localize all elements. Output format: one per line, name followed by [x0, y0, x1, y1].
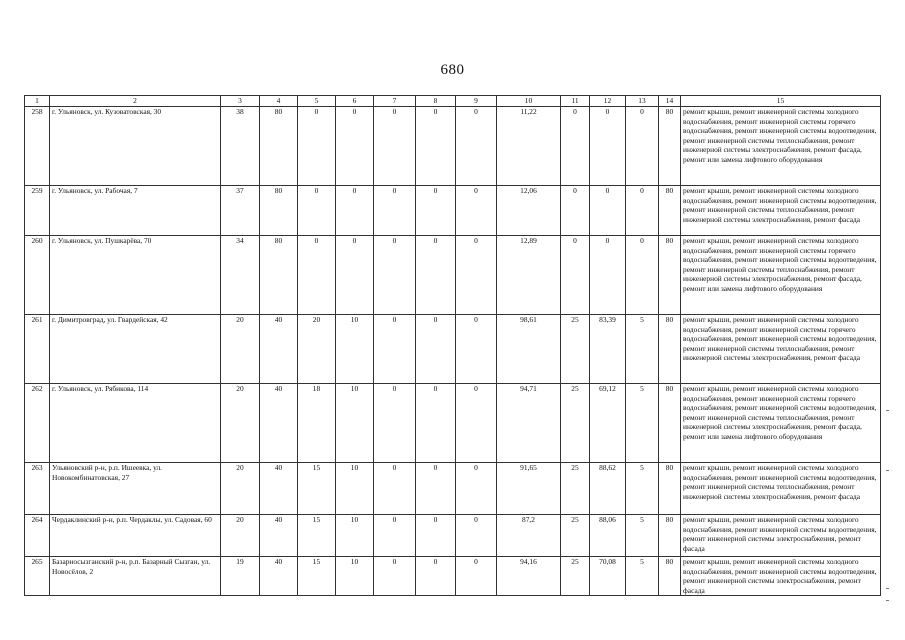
value-cell: 5 [626, 384, 659, 463]
column-header: 10 [497, 96, 561, 107]
works-list-cell: ремонт крыши, ремонт инженерной системы холодного водоснабжения, ремонт инженерной системы водоотведения, ремонт инженерной системы электроснабжения, ремонт фасада [681, 515, 881, 557]
value-cell: 0 [456, 463, 497, 515]
value-cell: 0 [456, 384, 497, 463]
value-cell: 0 [374, 557, 416, 596]
table-row [25, 236, 881, 315]
value-cell: 19 [221, 557, 260, 596]
works-list-cell: ремонт крыши, ремонт инженерной системы холодного водоснабжения, ремонт инженерной системы горячего водоснабжения, ремонт инженерной системы водоотведения, ремонт инженерной системы теплоснабжения, ремонт инженерной системы электроснабжения, ремонт фасада [681, 315, 881, 384]
table-row [25, 557, 881, 596]
value-cell: 80 [260, 107, 298, 186]
value-cell: 80 [659, 384, 681, 463]
value-cell: 5 [626, 515, 659, 557]
column-header: 3 [221, 96, 260, 107]
value-cell: 0 [416, 384, 456, 463]
value-cell: 80 [659, 236, 681, 315]
value-cell: 80 [260, 186, 298, 236]
address-cell: г. Ульяновск, ул. Рабочая, 7 [50, 186, 221, 236]
table-row [25, 315, 881, 384]
value-cell: 94,16 [497, 557, 561, 596]
value-cell: 0 [298, 236, 336, 315]
column-header: 11 [561, 96, 590, 107]
value-cell: 0 [416, 515, 456, 557]
column-header: 7 [374, 96, 416, 107]
value-cell: 94,71 [497, 384, 561, 463]
capital-repair-table [24, 95, 881, 596]
column-header: 14 [659, 96, 681, 107]
margin-mark [886, 600, 889, 601]
header-row [25, 96, 881, 107]
value-cell: 80 [260, 236, 298, 315]
value-cell: 10 [336, 515, 374, 557]
value-cell: 40 [260, 557, 298, 596]
value-cell: 0 [456, 236, 497, 315]
value-cell: 83,39 [590, 315, 626, 384]
value-cell: 5 [626, 315, 659, 384]
value-cell: 20 [221, 463, 260, 515]
column-header: 9 [456, 96, 497, 107]
value-cell: 69,12 [590, 384, 626, 463]
row-number-cell: 264 [25, 515, 50, 557]
column-header: 6 [336, 96, 374, 107]
value-cell: 0 [336, 236, 374, 315]
value-cell: 18 [298, 384, 336, 463]
works-list-cell: ремонт крыши, ремонт инженерной системы холодного водоснабжения, ремонт инженерной системы водоотведения, ремонт инженерной системы теплоснабжения, ремонт инженерной системы электроснабжения, ремонт фасада [681, 463, 881, 515]
value-cell: 0 [374, 107, 416, 186]
address-cell: г. Ульяновск, ул. Рябикова, 114 [50, 384, 221, 463]
value-cell: 80 [659, 186, 681, 236]
column-header: 13 [626, 96, 659, 107]
value-cell: 25 [561, 384, 590, 463]
value-cell: 0 [374, 186, 416, 236]
column-header: 8 [416, 96, 456, 107]
value-cell: 0 [416, 107, 456, 186]
table-row [25, 463, 881, 515]
row-number-cell: 262 [25, 384, 50, 463]
value-cell: 0 [626, 186, 659, 236]
value-cell: 25 [561, 515, 590, 557]
value-cell: 70,08 [590, 557, 626, 596]
margin-mark [886, 410, 889, 411]
value-cell: 98,61 [497, 315, 561, 384]
row-number-cell: 261 [25, 315, 50, 384]
value-cell: 25 [561, 557, 590, 596]
value-cell: 0 [336, 107, 374, 186]
value-cell: 25 [561, 463, 590, 515]
value-cell: 40 [260, 384, 298, 463]
value-cell: 80 [659, 515, 681, 557]
value-cell: 0 [456, 557, 497, 596]
address-cell: Базарносызганский р-н, р.п. Базарный Сызган, ул. Новосёлов, 2 [50, 557, 221, 596]
value-cell: 0 [336, 186, 374, 236]
value-cell: 5 [626, 463, 659, 515]
value-cell: 40 [260, 315, 298, 384]
value-cell: 0 [416, 557, 456, 596]
page-number: 680 [440, 62, 465, 78]
table-row [25, 515, 881, 557]
value-cell: 0 [626, 107, 659, 186]
value-cell: 0 [416, 315, 456, 384]
address-cell: г. Ульяновск, ул. Кузоватовская, 30 [50, 107, 221, 186]
value-cell: 20 [221, 315, 260, 384]
value-cell: 0 [456, 107, 497, 186]
value-cell: 0 [590, 107, 626, 186]
value-cell: 0 [374, 236, 416, 315]
value-cell: 34 [221, 236, 260, 315]
value-cell: 0 [374, 384, 416, 463]
row-number-cell: 265 [25, 557, 50, 596]
address-cell: г. Димитровград, ул. Гвардейская, 42 [50, 315, 221, 384]
table-row [25, 186, 881, 236]
value-cell: 0 [590, 186, 626, 236]
value-cell: 11,22 [497, 107, 561, 186]
address-cell: г. Ульяновск, ул. Пушкарёва, 70 [50, 236, 221, 315]
value-cell: 10 [336, 557, 374, 596]
table-row [25, 107, 881, 186]
works-list-cell: ремонт крыши, ремонт инженерной системы холодного водоснабжения, ремонт инженерной системы горячего водоснабжения, ремонт инженерной системы водоотведения, ремонт инженерной системы теплоснабжения, ремонт инженерной системы электроснабжения, ремонт фасада, ремонт или замена лифтового оборудования [681, 236, 881, 315]
value-cell: 0 [374, 315, 416, 384]
value-cell: 0 [416, 236, 456, 315]
row-number-cell: 263 [25, 463, 50, 515]
value-cell: 20 [221, 384, 260, 463]
margin-mark [886, 470, 889, 471]
value-cell: 5 [626, 557, 659, 596]
column-header: 12 [590, 96, 626, 107]
table-row [25, 384, 881, 463]
value-cell: 0 [590, 236, 626, 315]
works-list-cell: ремонт крыши, ремонт инженерной системы холодного водоснабжения, ремонт инженерной системы водоотведения, ремонт инженерной системы электроснабжения, ремонт фасада [681, 557, 881, 596]
value-cell: 20 [298, 315, 336, 384]
value-cell: 10 [336, 315, 374, 384]
value-cell: 80 [659, 463, 681, 515]
address-cell: Чердаклинский р-н, р.п. Чердаклы, ул. Садовая, 60 [50, 515, 221, 557]
value-cell: 0 [456, 515, 497, 557]
value-cell: 0 [456, 186, 497, 236]
value-cell: 0 [374, 515, 416, 557]
margin-mark [886, 588, 889, 589]
value-cell: 0 [416, 463, 456, 515]
works-list-cell: ремонт крыши, ремонт инженерной системы холодного водоснабжения, ремонт инженерной системы горячего водоснабжения, ремонт инженерной системы водоотведения, ремонт инженерной системы теплоснабжения, ремонт инженерной системы электроснабжения, ремонт фасада, ремонт или замена лифтового оборудования [681, 107, 881, 186]
value-cell: 80 [659, 557, 681, 596]
value-cell: 87,2 [497, 515, 561, 557]
column-header: 4 [260, 96, 298, 107]
value-cell: 88,62 [590, 463, 626, 515]
row-number-cell: 260 [25, 236, 50, 315]
value-cell: 0 [561, 186, 590, 236]
value-cell: 12,89 [497, 236, 561, 315]
value-cell: 20 [221, 515, 260, 557]
column-header: 2 [50, 96, 221, 107]
value-cell: 80 [659, 315, 681, 384]
value-cell: 0 [298, 107, 336, 186]
address-cell: Ульяновский р-н, р.п. Ишеевка, ул. Новокомбинатовская, 27 [50, 463, 221, 515]
row-number-cell: 259 [25, 186, 50, 236]
value-cell: 91,65 [497, 463, 561, 515]
value-cell: 0 [561, 107, 590, 186]
value-cell: 10 [336, 463, 374, 515]
value-cell: 0 [298, 186, 336, 236]
value-cell: 38 [221, 107, 260, 186]
value-cell: 0 [374, 463, 416, 515]
row-number-cell: 258 [25, 107, 50, 186]
value-cell: 25 [561, 315, 590, 384]
value-cell: 88,06 [590, 515, 626, 557]
column-header: 15 [681, 96, 881, 107]
value-cell: 40 [260, 515, 298, 557]
value-cell: 12,06 [497, 186, 561, 236]
value-cell: 15 [298, 515, 336, 557]
works-list-cell: ремонт крыши, ремонт инженерной системы холодного водоснабжения, ремонт инженерной системы водоотведения, ремонт инженерной системы теплоснабжения, ремонт инженерной системы электроснабжения, ремонт фасада [681, 186, 881, 236]
works-list-cell: ремонт крыши, ремонт инженерной системы холодного водоснабжения, ремонт инженерной системы горячего водоснабжения, ремонт инженерной системы водоотведения, ремонт инженерной системы теплоснабжения, ремонт инженерной системы электроснабжения, ремонт фасада, ремонт или замена лифтового оборудования [681, 384, 881, 463]
value-cell: 15 [298, 463, 336, 515]
value-cell: 80 [659, 107, 681, 186]
value-cell: 0 [416, 186, 456, 236]
value-cell: 15 [298, 557, 336, 596]
value-cell: 37 [221, 186, 260, 236]
value-cell: 0 [561, 236, 590, 315]
value-cell: 40 [260, 463, 298, 515]
value-cell: 0 [456, 315, 497, 384]
value-cell: 0 [626, 236, 659, 315]
column-header: 5 [298, 96, 336, 107]
value-cell: 10 [336, 384, 374, 463]
column-header: 1 [25, 96, 50, 107]
